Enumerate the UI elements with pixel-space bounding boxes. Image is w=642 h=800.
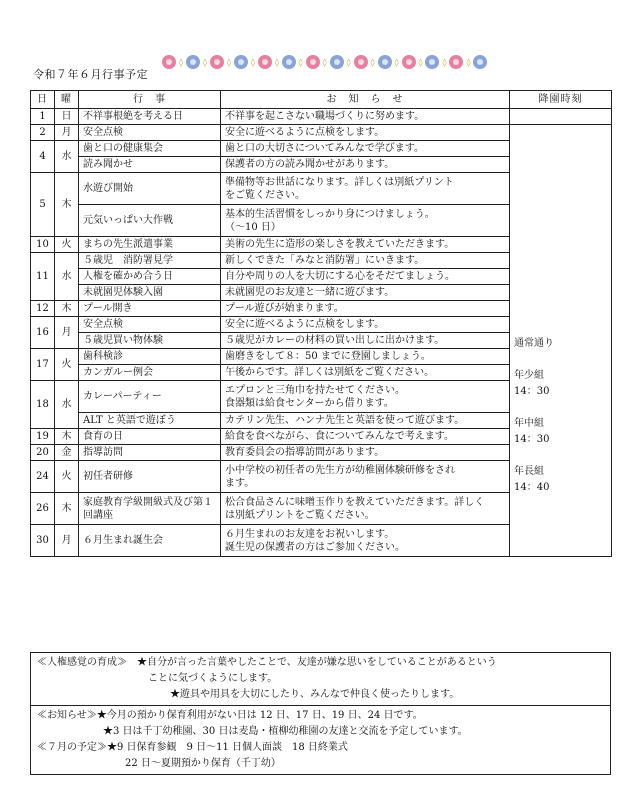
notice-line: カテリン先生、ハンナ先生と英語を使って遊びます。 bbox=[225, 415, 465, 426]
droplet-icon: ◊ bbox=[250, 57, 255, 67]
dismissal-cell-blank bbox=[510, 109, 612, 125]
event-cell: 食育の日 bbox=[79, 429, 221, 445]
droplet-icon: ◊ bbox=[370, 57, 375, 67]
dismissal-line: 年少組 bbox=[514, 369, 544, 381]
event-cell: ALT と英語で遊ぼう bbox=[79, 413, 221, 429]
weekday-cell: 火 bbox=[55, 349, 79, 381]
notice-cell bbox=[221, 333, 510, 349]
date-cell: 16 bbox=[31, 317, 55, 349]
header-date: 日 bbox=[31, 91, 55, 109]
notice-item-2: ★3 日は千丁幼稚園、30 日は麦島・植柳幼稚園の友達と交流を予定しています。 bbox=[103, 726, 468, 737]
decorative-flower-border bbox=[160, 51, 489, 73]
header-event: 行 事 bbox=[79, 91, 221, 109]
notice-cell bbox=[221, 237, 510, 253]
header-notice: お 知 ら せ bbox=[221, 91, 510, 109]
event-schedule-table bbox=[30, 90, 612, 557]
notice-line: ５歳児がカレーの材料の買い出しに出かけます。 bbox=[225, 335, 445, 346]
event-cell: ６月生まれ誕生会 bbox=[79, 525, 221, 557]
flower-pink-icon bbox=[402, 55, 416, 69]
weekday-cell: 日 bbox=[55, 109, 79, 125]
date-cell: 30 bbox=[31, 525, 55, 557]
notice-line: 安全に遊べるように点検をします。 bbox=[225, 127, 385, 138]
notice-cell bbox=[221, 445, 510, 461]
notice-cell bbox=[221, 365, 510, 381]
event-cell: カレーパーティー bbox=[79, 381, 221, 413]
event-cell: 未就園児体験入園 bbox=[79, 285, 221, 301]
dismissal-time-cell bbox=[510, 125, 612, 557]
droplet-icon: ◊ bbox=[274, 57, 279, 67]
notice-line: ６月生まれのお友達をお祝いします。 bbox=[225, 528, 395, 540]
notice-line: 準備物等お世話になります。詳しくは別紙プリント bbox=[225, 176, 454, 188]
dismissal-line: 14：40 bbox=[514, 481, 550, 493]
weekday-cell: 木 bbox=[55, 173, 79, 237]
notice-line: は別紙プリントをご覧ください。 bbox=[225, 509, 375, 521]
date-cell: 19 bbox=[31, 429, 55, 445]
notice-cell bbox=[221, 413, 510, 429]
weekday-cell: 月 bbox=[55, 525, 79, 557]
flower-pink-icon bbox=[449, 55, 463, 69]
event-cell: プール開き bbox=[79, 301, 221, 317]
event-cell: 安全点検 bbox=[79, 125, 221, 141]
weekday-cell: 火 bbox=[55, 461, 79, 493]
weekday-cell: 金 bbox=[55, 445, 79, 461]
flower-blue-icon bbox=[378, 55, 392, 69]
event-cell: 水遊び開始 bbox=[79, 173, 221, 205]
date-cell: 11 bbox=[31, 253, 55, 301]
dismissal-line bbox=[514, 448, 607, 464]
flower-blue-icon bbox=[234, 55, 248, 69]
notice-label: ≪お知らせ≫ bbox=[37, 710, 97, 721]
droplet-icon: ◊ bbox=[394, 57, 399, 67]
notice-line: エプロンと三角巾を持たせてください。 bbox=[225, 384, 405, 396]
notice-cell bbox=[221, 157, 510, 173]
notice-line: プール遊びが始まります。 bbox=[225, 303, 344, 314]
droplet-icon: ◊ bbox=[298, 57, 303, 67]
date-cell: 24 bbox=[31, 461, 55, 493]
dismissal-line bbox=[514, 352, 607, 368]
notes-section bbox=[30, 652, 611, 775]
notice-line: 基本的生活習慣をしっかり身につけましょう。 bbox=[225, 208, 435, 220]
weekday-cell: 火 bbox=[55, 237, 79, 253]
flower-pink-icon bbox=[162, 55, 176, 69]
droplet-icon: ◊ bbox=[179, 57, 183, 67]
dismissal-line: 年中組 bbox=[514, 417, 544, 429]
event-cell: 指導訪問 bbox=[79, 445, 221, 461]
date-cell: 5 bbox=[31, 173, 55, 237]
notice-item-1: ★今月の預かり保育利用がない日は 12 日、17 日、19 日、24 日です。 bbox=[96, 710, 423, 721]
notice-line: をご覧ください。 bbox=[225, 189, 305, 201]
notice-line: 歯と口の大切さについてみんなで学びます。 bbox=[225, 143, 424, 154]
event-cell: 安全点検 bbox=[79, 317, 221, 333]
date-cell: 12 bbox=[31, 301, 55, 317]
notice-cell bbox=[221, 253, 510, 269]
droplet-icon: ◊ bbox=[466, 57, 471, 67]
notice-line: 午後からです。詳しくは別紙をご覧ください。 bbox=[225, 367, 435, 378]
notice-section bbox=[31, 705, 610, 774]
notice-line: 美術の先生に造形の楽しさを教えていただきます。 bbox=[225, 239, 455, 250]
notice-cell bbox=[221, 141, 510, 157]
weekday-cell: 木 bbox=[55, 429, 79, 445]
dismissal-line: 14：30 bbox=[514, 385, 550, 397]
notice-line: 不祥事を起こさない職場づくりに努めます。 bbox=[225, 111, 425, 122]
human-rights-item-1: ★自分が言った言葉やしたことで、友達が嫌な思いをしていることがあるという bbox=[137, 657, 497, 668]
flower-blue-icon bbox=[473, 55, 487, 69]
flower-pink-icon bbox=[210, 55, 224, 69]
notice-line: 小中学校の初任者の先生方が幼稚園体験研修をされ bbox=[225, 464, 455, 476]
event-cell: 読み聞かせ bbox=[79, 157, 221, 173]
july-label: ≪７月の予定≫ bbox=[37, 742, 107, 753]
notice-cell bbox=[221, 109, 510, 125]
notice-line: 保護者の方の読み聞かせがあります。 bbox=[225, 159, 395, 170]
droplet-icon: ◊ bbox=[346, 57, 351, 67]
event-cell: 初任者研修 bbox=[79, 461, 221, 493]
flower-blue-icon bbox=[186, 55, 200, 69]
flower-blue-icon bbox=[425, 55, 439, 69]
notice-cell bbox=[221, 349, 510, 365]
weekday-cell: 水 bbox=[55, 253, 79, 301]
event-cell: ５歳児買い物体験 bbox=[79, 333, 221, 349]
header-dismissal-time: 降園時刻 bbox=[510, 91, 612, 109]
human-rights-item-1-cont: ことに気づくようにします。 bbox=[148, 673, 278, 684]
weekday-cell: 月 bbox=[55, 125, 79, 141]
event-cell: 不祥事根絶を考える日 bbox=[79, 109, 221, 125]
flower-pink-icon bbox=[306, 55, 320, 69]
event-cell: まちの先生派遣事業 bbox=[79, 237, 221, 253]
date-cell: 10 bbox=[31, 237, 55, 253]
date-cell: 26 bbox=[31, 493, 55, 525]
notice-line: 歯磨きをして８：50 までに登園しましょう。 bbox=[225, 351, 431, 362]
notice-line: 教育委員会の指導訪問があります。 bbox=[225, 447, 385, 458]
notice-line: 誕生児の保護者の方はご参加ください。 bbox=[225, 541, 405, 553]
droplet-icon: ◊ bbox=[322, 57, 327, 67]
notice-cell bbox=[221, 269, 510, 285]
human-rights-section bbox=[31, 652, 610, 705]
date-cell: 2 bbox=[31, 125, 55, 141]
weekday-cell: 木 bbox=[55, 493, 79, 525]
dismissal-line: 年長組 bbox=[514, 465, 544, 477]
date-cell: 1 bbox=[31, 109, 55, 125]
table-row bbox=[31, 109, 612, 125]
notice-line: 安全に遊べるように点検をします。 bbox=[225, 319, 385, 330]
page-title: 令和７年６月行事予定 bbox=[33, 68, 148, 81]
header-weekday: 曜 bbox=[55, 91, 79, 109]
dismissal-line: 通常通り bbox=[514, 337, 554, 349]
notice-cell bbox=[221, 429, 510, 445]
droplet-icon: ◊ bbox=[226, 57, 231, 67]
notice-line: 松合食品さんに味噌玉作りを教えていただきます。詳しく bbox=[225, 496, 485, 508]
dismissal-line bbox=[514, 400, 607, 416]
weekday-cell: 水 bbox=[55, 381, 79, 429]
flower-blue-icon bbox=[282, 55, 296, 69]
date-cell: 17 bbox=[31, 349, 55, 381]
notice-line: 給食を食べながら、食についてみんなで考えます。 bbox=[225, 431, 454, 442]
event-cell: 家庭教育学級開級式及び第１回講座 bbox=[79, 493, 221, 525]
notice-cell bbox=[221, 493, 510, 525]
notice-cell bbox=[221, 125, 510, 141]
droplet-icon: ◊ bbox=[202, 57, 207, 67]
event-cell: 歯と口の健康集会 bbox=[79, 141, 221, 157]
weekday-cell: 水 bbox=[55, 141, 79, 173]
july-item-2: 22 日～夏期預かり保育（千丁幼） bbox=[125, 758, 281, 769]
notice-cell bbox=[221, 205, 510, 237]
notice-line: 新しくできた「みなと消防署」にいきます。 bbox=[225, 255, 425, 266]
notice-line: 食器類は給食センターから借ります。 bbox=[225, 397, 394, 409]
notice-line: （～10 日） bbox=[225, 221, 281, 233]
date-cell: 20 bbox=[31, 445, 55, 461]
event-cell: 歯科検診 bbox=[79, 349, 221, 365]
event-cell: 人権を確かめ合う日 bbox=[79, 269, 221, 285]
flower-pink-icon bbox=[354, 55, 368, 69]
notice-line: 未就園児のお友達と一緒に遊びます。 bbox=[225, 287, 395, 298]
notice-cell bbox=[221, 317, 510, 333]
event-cell: ５歳児 消防署見学 bbox=[79, 253, 221, 269]
table-row bbox=[31, 125, 612, 141]
flower-blue-icon bbox=[330, 55, 344, 69]
july-item-1: ★9 日保育参観 9 日～11 日個人面談 18 日終業式 bbox=[107, 742, 348, 753]
notice-cell bbox=[221, 461, 510, 493]
date-cell: 4 bbox=[31, 141, 55, 173]
event-cell: カンガルー例会 bbox=[79, 365, 221, 381]
notice-cell bbox=[221, 525, 510, 557]
dismissal-line: 14：30 bbox=[514, 433, 550, 445]
event-cell: 元気いっぱい大作戦 bbox=[79, 205, 221, 237]
droplet-icon: ◊ bbox=[418, 57, 423, 67]
notice-line: ます。 bbox=[225, 477, 255, 489]
notice-line: 自分や周りの人を大切にする心をそだてましょう。 bbox=[225, 271, 455, 282]
weekday-cell: 木 bbox=[55, 301, 79, 317]
weekday-cell: 月 bbox=[55, 317, 79, 349]
notice-cell bbox=[221, 381, 510, 413]
notice-cell bbox=[221, 285, 510, 301]
notice-cell bbox=[221, 301, 510, 317]
flower-pink-icon bbox=[258, 55, 272, 69]
human-rights-label: ≪人権感覚の育成≫ bbox=[37, 657, 137, 668]
date-cell: 18 bbox=[31, 381, 55, 429]
table-header-row bbox=[31, 91, 612, 109]
notice-cell bbox=[221, 173, 510, 205]
droplet-icon: ◊ bbox=[442, 57, 447, 67]
human-rights-item-2: ★遊具や用具を大切にしたり、みんなで仲良く使ったりします。 bbox=[170, 689, 460, 700]
